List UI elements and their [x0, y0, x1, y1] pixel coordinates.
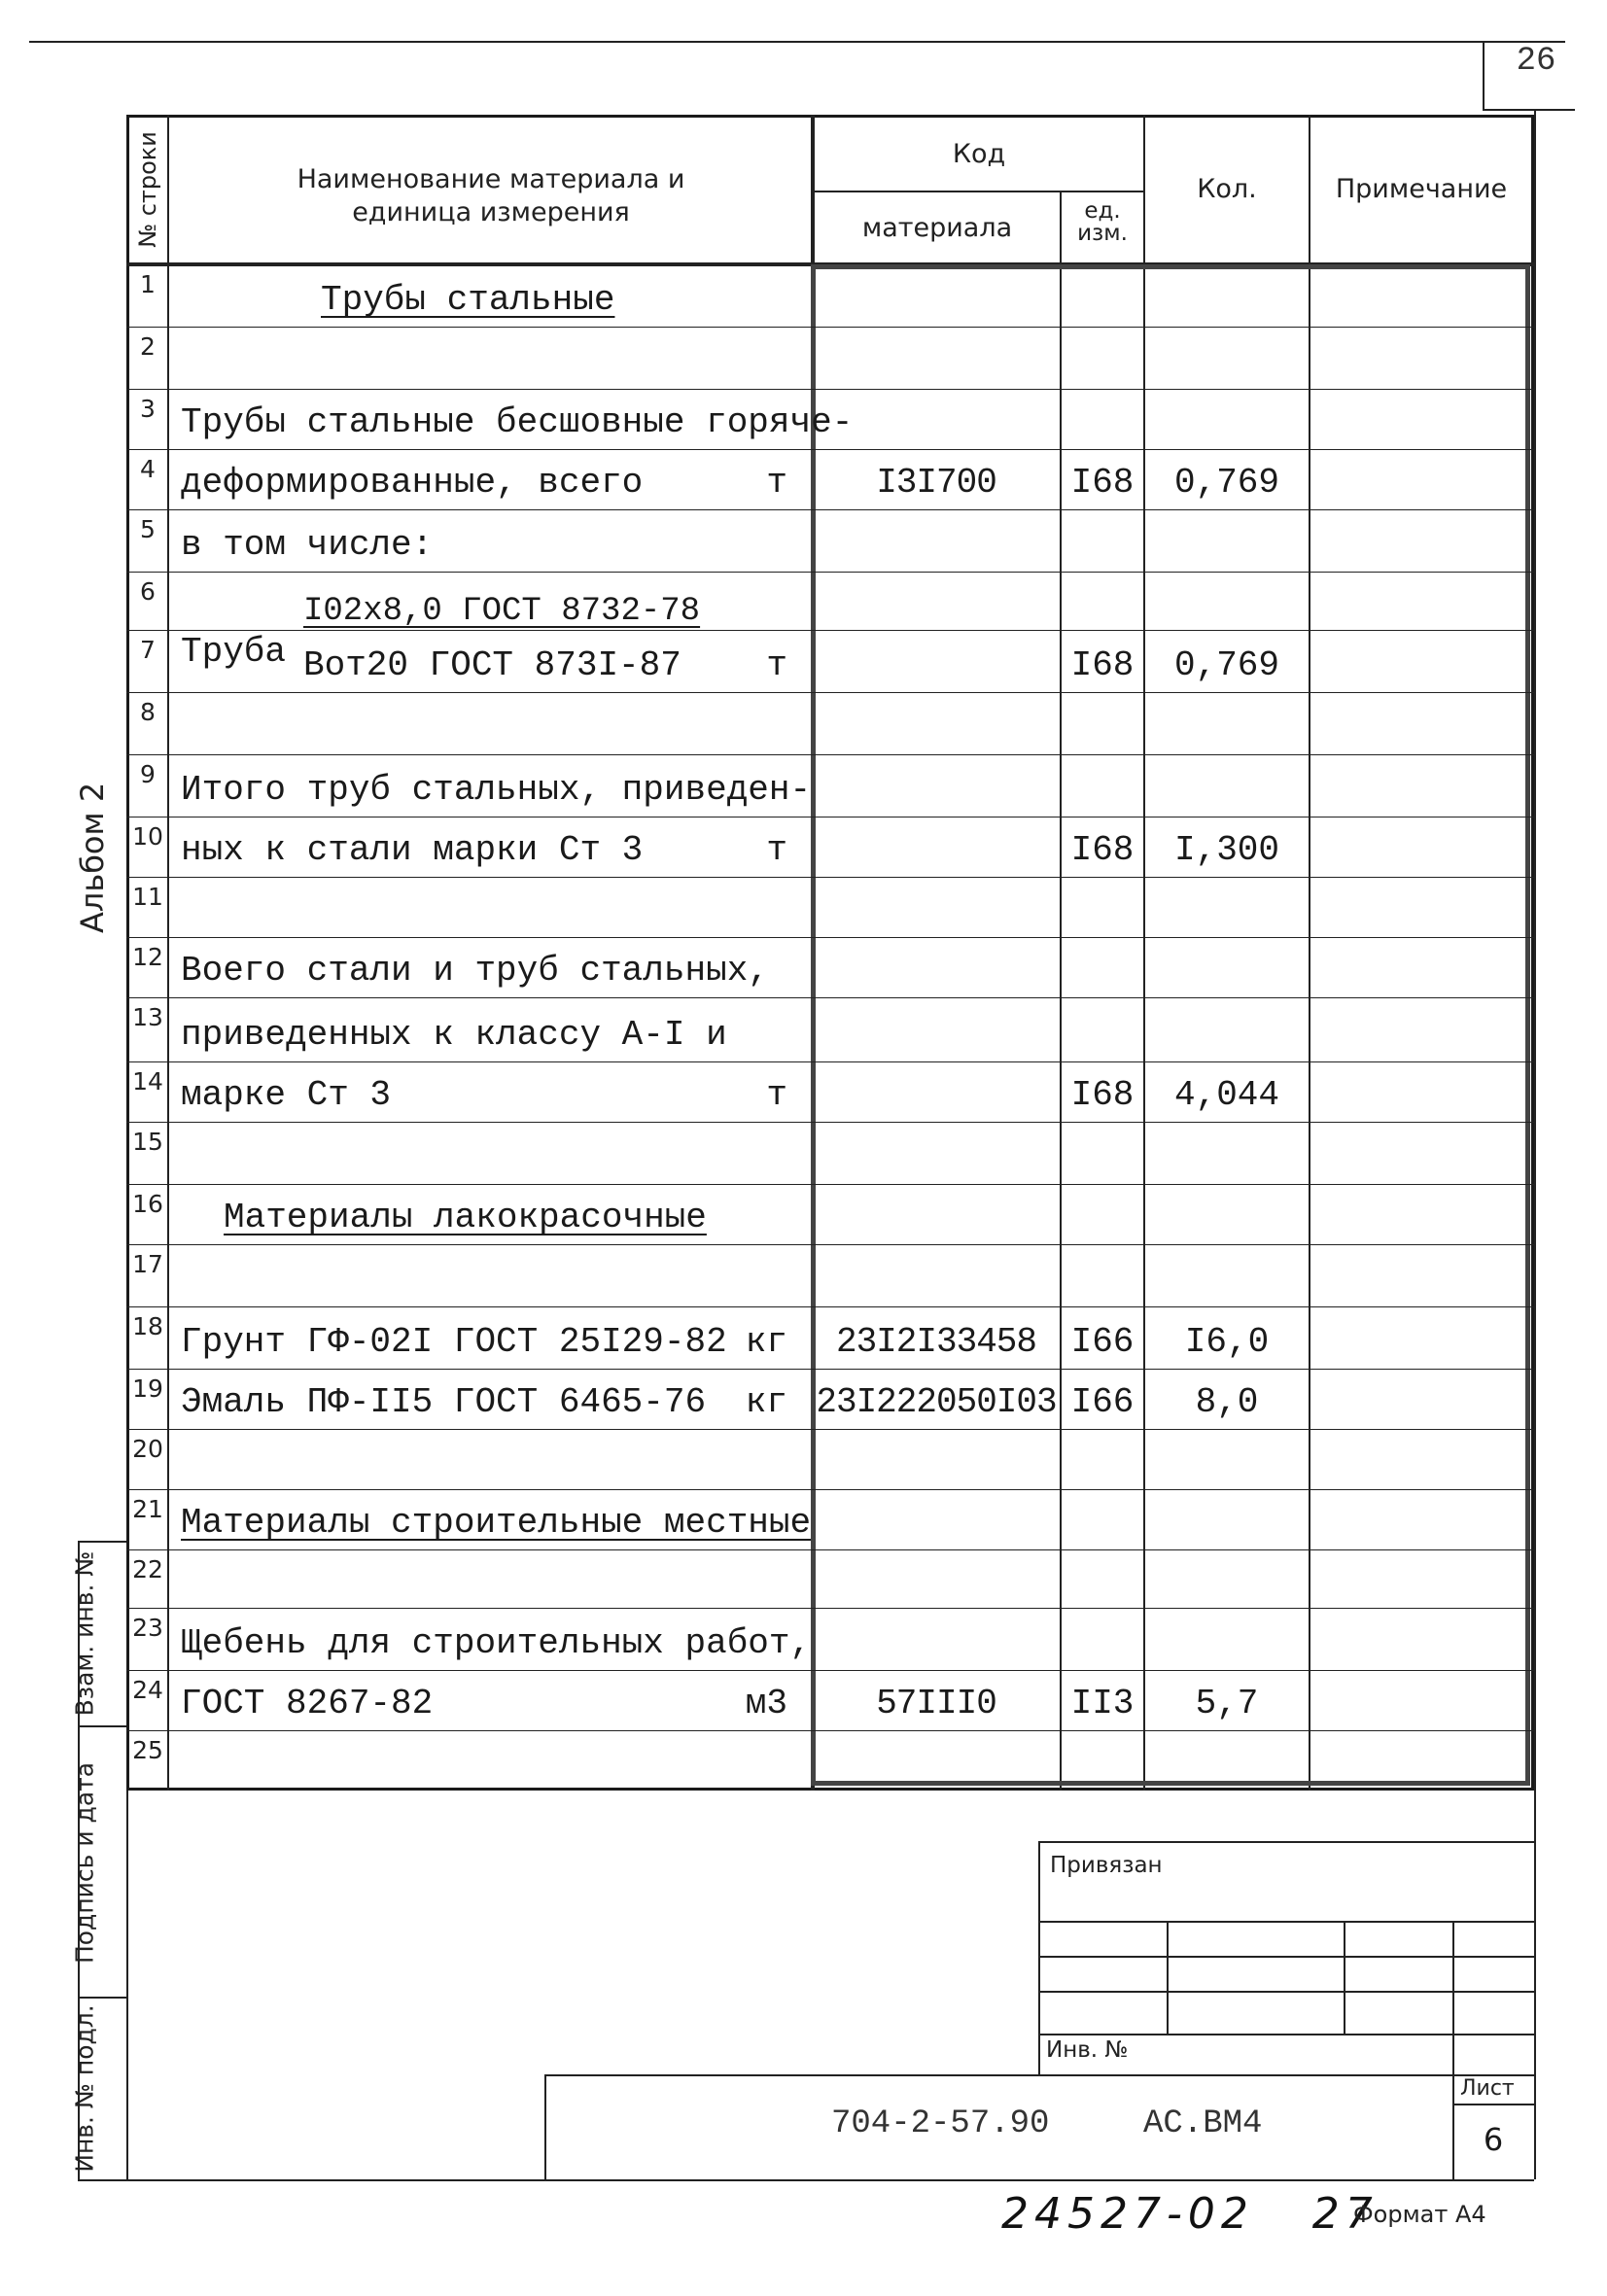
row-number: 7	[140, 636, 156, 664]
stamp-podpis-data: Подпись и дата	[70, 1761, 99, 1965]
material-name: в том числе:	[181, 525, 434, 565]
row-separator	[126, 1730, 1534, 1731]
header-code: Код	[952, 139, 1006, 169]
row-number: 9	[140, 760, 156, 788]
unit-label: кг	[745, 1382, 787, 1422]
material-name: Итого труб стальных, приведен-	[181, 770, 812, 810]
row-number: 8	[140, 698, 156, 726]
header-code-unit: ед. изм.	[1077, 198, 1128, 246]
col-line-rownum	[167, 115, 169, 1791]
row-separator	[126, 1489, 1534, 1490]
row-number: 16	[132, 1190, 163, 1218]
row-number: 4	[140, 455, 156, 483]
unit-code: I68	[1070, 645, 1135, 685]
material-name: Эмаль ПФ-II5 ГОСТ 6465-76	[181, 1382, 707, 1422]
row-separator	[126, 1549, 1534, 1550]
material-code: 57III0	[876, 1684, 996, 1723]
material-name: ГОСТ 8267-82	[181, 1684, 434, 1723]
row-number: 19	[132, 1374, 163, 1403]
unit-label: т	[766, 830, 787, 870]
row-separator	[126, 1670, 1534, 1671]
col-line-qty	[1309, 115, 1310, 1791]
unit-code: I66	[1070, 1322, 1135, 1362]
tb-privyazan: Привязан	[1050, 1853, 1163, 1878]
row-number: 6	[140, 577, 156, 606]
col-line-unit	[1143, 115, 1145, 1791]
material-name: приведенных к классу А-I и	[181, 1015, 727, 1055]
stamp-col-line-2	[126, 1791, 128, 2179]
material-name: Вот20 ГОСТ 873I-87	[303, 645, 681, 685]
material-code: 23I2I33458	[835, 1322, 1037, 1362]
row-number: 20	[132, 1435, 163, 1463]
row-separator	[126, 572, 1534, 573]
header-name: Наименование материала и единица измерения	[297, 164, 685, 227]
page-number-box-bottom	[1483, 109, 1575, 111]
row-number: 25	[132, 1736, 163, 1764]
row-separator	[126, 327, 1534, 328]
header-bottom-line	[126, 262, 1534, 266]
stamp-inv-podl: Инв. № подл.	[70, 2004, 99, 2173]
header-code-material: материала	[861, 213, 1013, 243]
row-separator	[126, 1306, 1534, 1307]
row-number: 13	[132, 1003, 163, 1031]
material-name: Грунт ГФ-02I ГОСТ 25I29-82	[181, 1322, 727, 1362]
row-number: 24	[132, 1676, 163, 1704]
row-separator	[126, 1122, 1534, 1123]
row-separator	[126, 754, 1534, 755]
row-separator	[126, 997, 1534, 998]
row-separator	[126, 1429, 1534, 1430]
row-separator	[126, 1061, 1534, 1062]
quantity: I6,0	[1184, 1322, 1270, 1362]
unit-code: I68	[1070, 830, 1135, 870]
row-separator	[126, 630, 1534, 631]
row-number: 5	[140, 515, 156, 543]
row-number: 22	[132, 1555, 163, 1583]
stamp-vzam-inv: Взам. инв. №	[70, 1550, 99, 1717]
tb-line-3	[1038, 1991, 1534, 1993]
tb-line-4	[1038, 2034, 1534, 2035]
row-separator	[126, 937, 1534, 938]
tb-inv-no: Инв. №	[1046, 2037, 1129, 2063]
quantity: 4,044	[1173, 1075, 1280, 1115]
row-separator	[126, 449, 1534, 450]
row-number: 3	[140, 395, 156, 423]
material-name: I02x8,0 ГОСТ 8732-78	[303, 593, 701, 630]
row-separator	[126, 817, 1534, 818]
page-number-box-left	[1483, 41, 1485, 109]
tb-designation: 704-2-57.90	[831, 2105, 1050, 2142]
tb-vline-2	[1344, 1921, 1345, 2034]
footer-handwritten-number: 24527-02 27	[1001, 2189, 1379, 2239]
album-label: Альбом 2	[74, 782, 111, 933]
tb-sheet-split	[1452, 2104, 1534, 2105]
tb-sheet-number: 6	[1483, 2121, 1504, 2158]
row-number: 12	[132, 943, 163, 971]
col-line-code	[1060, 191, 1062, 1791]
row-number: 14	[132, 1067, 163, 1096]
footer-format: Формат А4	[1353, 2201, 1486, 2228]
row-number: 23	[132, 1614, 163, 1642]
header-qty: Кол.	[1197, 174, 1257, 204]
material-name: Щебень для строительных работ,	[181, 1623, 812, 1663]
quantity: 0,769	[1173, 463, 1280, 503]
material-name: деформированные, всего	[181, 463, 644, 503]
material-name: Материалы лакокрасочные	[224, 1198, 707, 1237]
unit-label: кг	[745, 1322, 787, 1362]
material-name: Воего стали и труб стальных,	[181, 951, 769, 991]
col-line-name	[811, 115, 815, 1791]
row-separator	[126, 1608, 1534, 1609]
row-number: 10	[132, 822, 163, 851]
material-name: Трубы стальные	[321, 280, 615, 320]
tb-top-line	[1038, 1841, 1534, 1843]
row-separator	[126, 389, 1534, 390]
unit-label: м3	[745, 1684, 787, 1723]
row-separator	[126, 692, 1534, 693]
unit-code: I68	[1070, 463, 1135, 503]
unit-code: I68	[1070, 1075, 1135, 1115]
tb-mark: АС.ВМ4	[1143, 2105, 1263, 2142]
tb-main-left	[544, 2074, 546, 2179]
stamp-line-bottom	[78, 2179, 1534, 2181]
material-prefix: Труба	[181, 632, 287, 672]
row-number: 15	[132, 1128, 163, 1156]
material-code: 23I222050I03	[816, 1382, 1057, 1422]
top-border-line	[29, 41, 1565, 43]
quantity: 8,0	[1195, 1382, 1259, 1422]
material-name: ных к стали марки Ст 3	[181, 830, 644, 870]
row-separator	[126, 877, 1534, 878]
unit-label: т	[766, 645, 787, 685]
row-separator	[126, 509, 1534, 510]
quantity: I,300	[1173, 830, 1280, 870]
material-name: Материалы строительные местные	[181, 1503, 812, 1543]
row-number: 11	[132, 883, 163, 911]
row-separator	[126, 1244, 1534, 1245]
tb-line-2	[1038, 1956, 1534, 1958]
row-number: 17	[132, 1250, 163, 1278]
header-note: Примечание	[1335, 174, 1508, 204]
material-name: Трубы стальные бесшовные горяче-	[181, 402, 854, 442]
header-code-split	[815, 191, 1145, 192]
tb-sheet-label: Лист	[1460, 2076, 1515, 2101]
tb-vline-1	[1167, 1921, 1169, 2034]
material-name: марке Ст 3	[181, 1075, 392, 1115]
row-number: 18	[132, 1312, 163, 1340]
material-code: I3I700	[876, 463, 996, 503]
unit-code: II3	[1070, 1684, 1135, 1723]
unit-code: I66	[1070, 1382, 1135, 1422]
quantity: 5,7	[1195, 1684, 1259, 1723]
row-separator	[126, 1369, 1534, 1370]
row-number: 1	[140, 270, 156, 298]
quantity: 0,769	[1173, 645, 1280, 685]
tb-main-top	[544, 2074, 1534, 2076]
row-number: 21	[132, 1495, 163, 1523]
row-number: 2	[140, 332, 156, 361]
row-separator	[126, 1184, 1534, 1185]
right-frame-line	[1534, 109, 1536, 2179]
unit-label: т	[766, 1075, 787, 1115]
unit-label: т	[766, 463, 787, 503]
header-row-number: № строки	[134, 131, 161, 248]
tb-left-line	[1038, 1841, 1040, 2074]
tb-line-1	[1038, 1921, 1534, 1923]
page-number: 26	[1516, 43, 1556, 80]
